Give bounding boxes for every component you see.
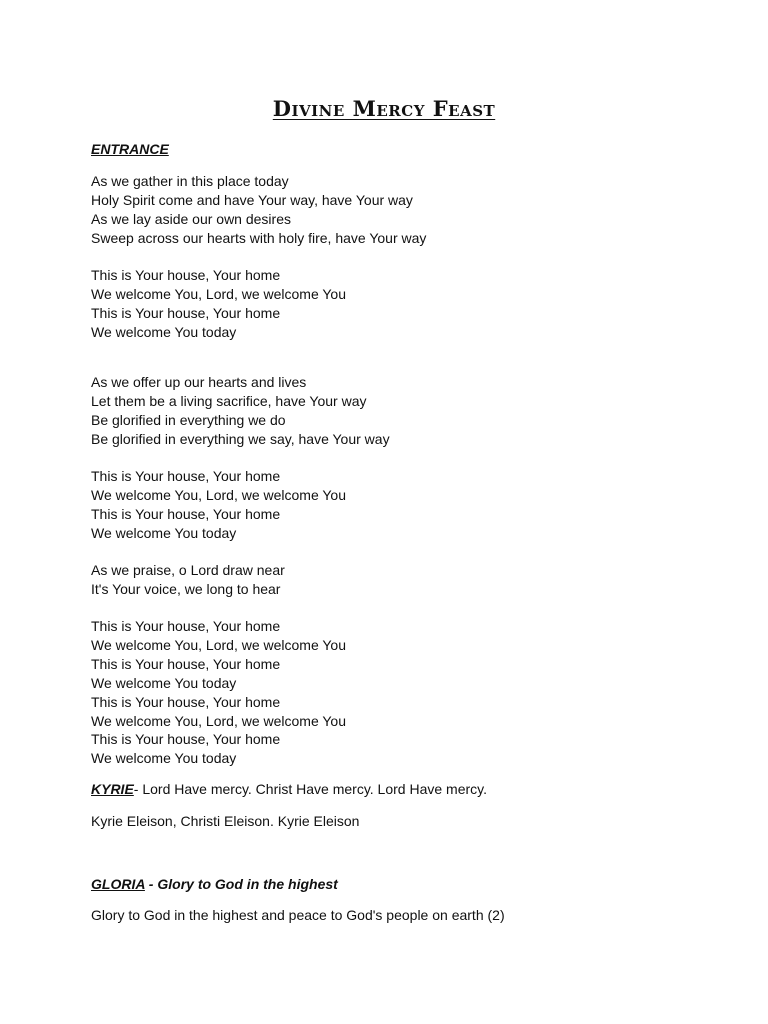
- lyric-line: Sweep across our hearts with holy fire, have Your way: [91, 229, 427, 246]
- lyric-line: We welcome You, Lord, we welcome You: [91, 285, 347, 302]
- lyric-line: We welcome You, Lord, we welcome You: [91, 636, 347, 653]
- gloria-line-1: Glory to God in the highest and peace to God's people on earth (2): [91, 907, 505, 923]
- kyrie-line-2: Kyrie Eleison, Christi Eleison. Kyrie Eleison: [91, 813, 360, 829]
- lyric-line: This is Your house, Your home: [91, 267, 281, 283]
- gloria-subtitle: - Glory to God in the highest: [144, 876, 338, 892]
- lyric-line: Let them be a living sacrifice, have Your way: [91, 392, 367, 409]
- lyric-line: We welcome You, Lord, we welcome You: [91, 712, 347, 729]
- gloria-label: GLORIA: [91, 876, 145, 892]
- entrance-bridge: [91, 561, 285, 599]
- entrance-chorus-3: [91, 617, 346, 768]
- kyrie-text: - Lord Have mercy. Christ Have mercy. Lord Have mercy.: [133, 781, 487, 797]
- lyric-line: We welcome You today: [91, 323, 237, 340]
- lyric-line: As we gather in this place today: [91, 173, 289, 189]
- lyric-line: Be glorified in everything we do: [91, 411, 286, 428]
- lyric-line: We welcome You today: [91, 524, 237, 541]
- entrance-chorus-1: [91, 266, 346, 342]
- lyric-line: We welcome You today: [91, 750, 237, 767]
- lyric-line: This is Your house, Your home: [91, 505, 281, 522]
- page-title: Divine Mercy Feast: [272, 96, 496, 121]
- entrance-verse-1: [91, 172, 426, 248]
- lyric-line: We welcome You today: [91, 674, 237, 691]
- lyric-line: This is Your house, Your home: [91, 655, 281, 672]
- lyric-line: As we praise, o Lord draw near: [91, 562, 285, 578]
- lyric-line: As we offer up our hearts and lives: [91, 374, 307, 390]
- entrance-verse-2: [91, 373, 390, 449]
- lyric-line: It's Your voice, we long to hear: [91, 580, 281, 597]
- kyrie-label: KYRIE: [91, 781, 134, 797]
- lyric-line: Be glorified in everything we say, have Your way: [91, 430, 390, 447]
- lyric-line: This is Your house, Your home: [91, 618, 281, 634]
- entrance-heading-text: ENTRANCE: [91, 141, 169, 157]
- kyrie-line: [91, 781, 487, 797]
- lyric-line: This is Your house, Your home: [91, 468, 281, 484]
- entrance-chorus-2: [91, 467, 346, 543]
- entrance-heading: [91, 141, 169, 157]
- lyric-line: This is Your house, Your home: [91, 731, 281, 748]
- lyric-line: We welcome You, Lord, we welcome You: [91, 486, 347, 503]
- gloria-heading: [91, 876, 338, 892]
- lyric-line: As we lay aside our own desires: [91, 210, 291, 227]
- lyric-line: This is Your house, Your home: [91, 304, 281, 321]
- lyric-line: This is Your house, Your home: [91, 693, 281, 710]
- lyric-line: Holy Spirit come and have Your way, have Your way: [91, 191, 413, 208]
